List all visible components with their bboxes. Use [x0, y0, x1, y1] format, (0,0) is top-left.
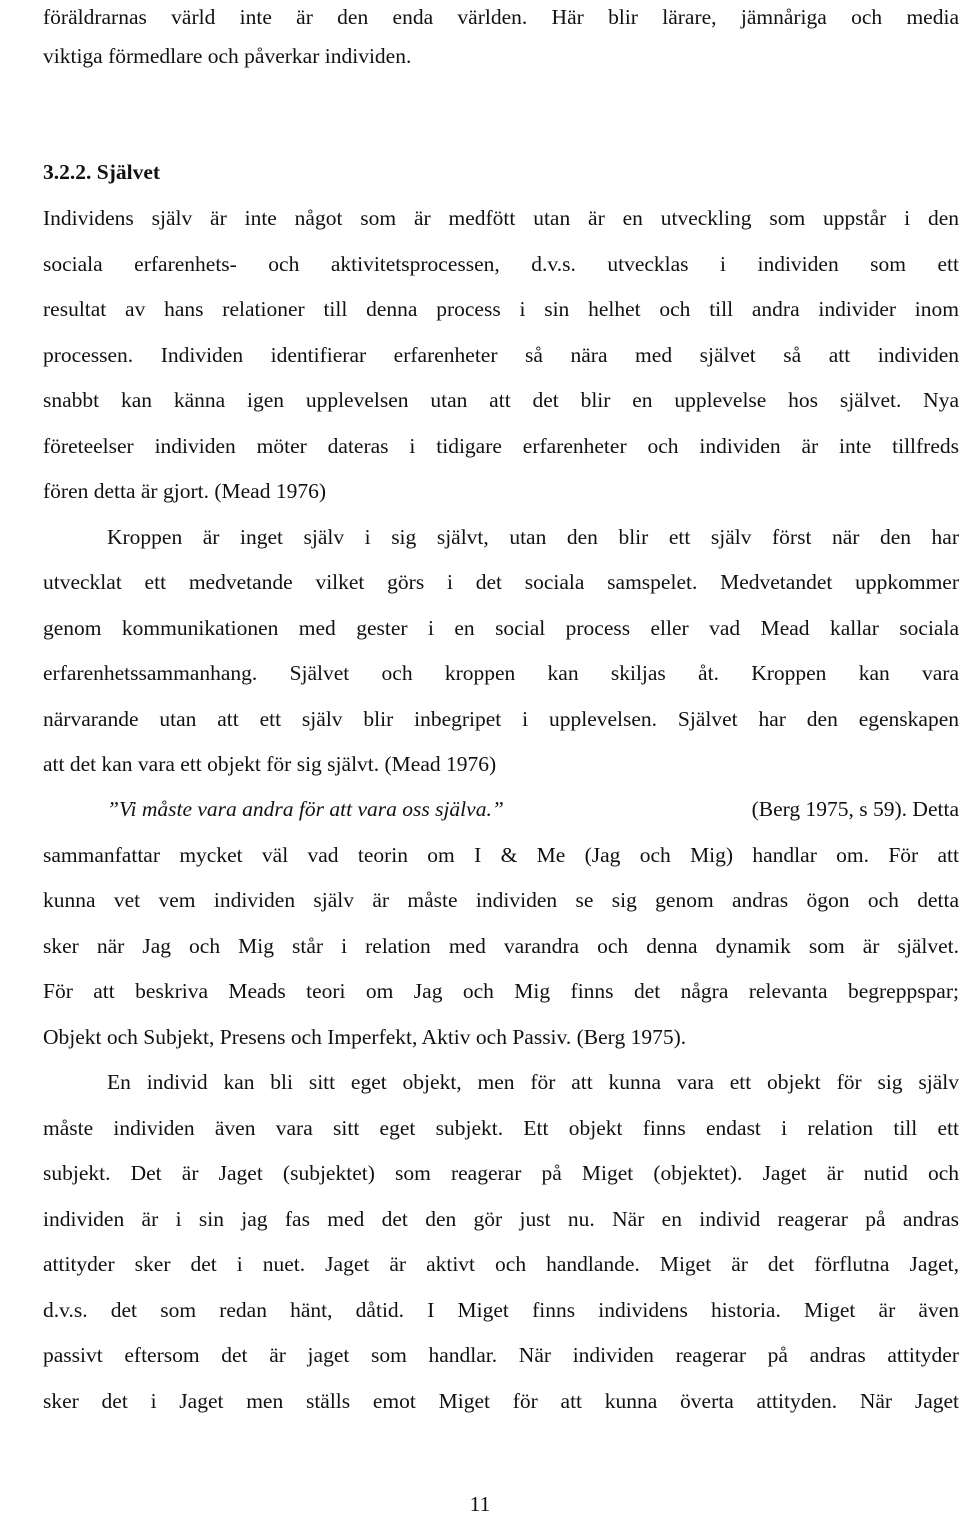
- text-line: Objekt och Subjekt, Presens och Imperfekt, Aktiv och Passiv. (Berg 1975).: [43, 1025, 687, 1049]
- text-line: snabbt kan känna igen upplevelsen utan att det blir en upplevelse hos självet. Nya: [43, 388, 959, 412]
- text-line: genom kommunikationen med gester i en social process eller vad Mead kallar sociala: [43, 616, 959, 640]
- text-line: d.v.s. det som redan hänt, dåtid. I Miget finns individens historia. Miget är även: [43, 1298, 959, 1322]
- text-line: sker när Jag och Mig står i relation med varandra och denna dynamik som är självet.: [43, 934, 959, 958]
- document-page: [43, 0, 959, 1516]
- quote-text: ”Vi måste vara andra för att vara oss själva.”: [107, 797, 504, 821]
- text-line: att det kan vara ett objekt för sig självt. (Mead 1976): [43, 752, 497, 776]
- text-line: Kroppen är inget själv i sig självt, utan den blir ett själv först när den har: [107, 525, 959, 549]
- page-number: 11: [469, 1492, 491, 1516]
- text-line: processen. Individen identifierar erfarenheter så nära med självet så att individen: [43, 343, 959, 367]
- text-line: resultat av hans relationer till denna process i sin helhet och till andra individer inom: [43, 297, 959, 321]
- text-line: måste individen även vara sitt eget subjekt. Ett objekt finns endast i relation till ett: [43, 1116, 959, 1140]
- text-line: För att beskriva Meads teori om Jag och Mig finns det några relevanta begreppspar;: [43, 979, 959, 1003]
- quote-line: [107, 792, 959, 826]
- text-line: subjekt. Det är Jaget (subjektet) som reagerar på Miget (objektet). Jaget är nutid och: [43, 1161, 959, 1185]
- text-line: sammanfattar mycket väl vad teorin om I & Me (Jag och Mig) handlar om. För att: [43, 843, 959, 867]
- section-heading: 3.2.2. Självet: [43, 160, 161, 184]
- text-line: sociala erfarenhets- och aktivitetsprocessen, d.v.s. utvecklas i individen som ett: [43, 252, 959, 276]
- text-line: sker det i Jaget men ställs emot Miget för att kunna överta attityden. När Jaget: [43, 1389, 959, 1413]
- text-line: fören detta är gjort. (Mead 1976): [43, 479, 326, 503]
- text-line: En individ kan bli sitt eget objekt, men för att kunna vara ett objekt för sig själv: [107, 1070, 959, 1094]
- text-line: viktiga förmedlare och påverkar individen.: [43, 44, 412, 68]
- text-line: kunna vet vem individen själv är måste individen se sig genom andras ögon och detta: [43, 888, 959, 912]
- text-line: utvecklat ett medvetande vilket görs i det sociala samspelet. Medvetandet uppkommer: [43, 570, 959, 594]
- text-line: erfarenhetssammanhang. Självet och kroppen kan skiljas åt. Kroppen kan vara: [43, 661, 959, 685]
- text-line: passivt eftersom det är jaget som handlar. När individen reagerar på andras attityder: [43, 1343, 959, 1367]
- text-line: attityder sker det i nuet. Jaget är aktivt och handlande. Miget är det förflutna Jaget,: [43, 1252, 959, 1276]
- text-line: Individens själv är inte något som är medfött utan är en utveckling som uppstår i den: [43, 206, 959, 230]
- quote-citation: (Berg 1975, s 59). Detta: [751, 797, 959, 821]
- text-line: företeelser individen möter dateras i tidigare erfarenheter och individen är inte tillfreds: [43, 434, 959, 458]
- text-line: individen är i sin jag fas med det den gör just nu. När en individ reagerar på andras: [43, 1207, 959, 1231]
- text-line: närvarande utan att ett själv blir inbegripet i upplevelsen. Självet har den egenskapen: [43, 707, 959, 731]
- text-line: föräldrarnas värld inte är den enda världen. Här blir lärare, jämnåriga och media: [43, 5, 959, 29]
